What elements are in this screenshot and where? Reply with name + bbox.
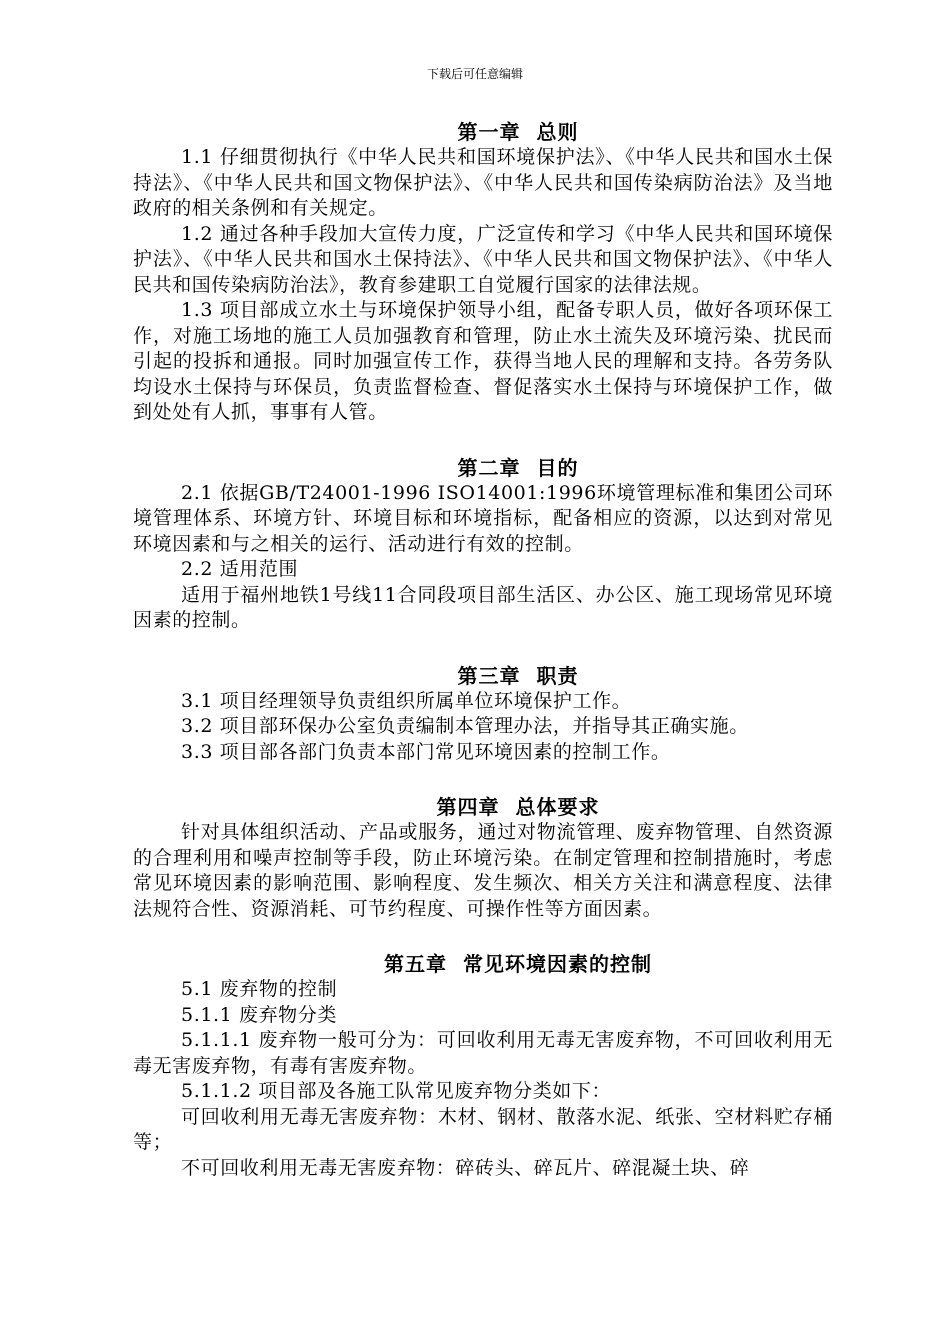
- paragraph: 5.1 废弃物的控制: [181, 978, 338, 1000]
- chapter-number: 第一章: [457, 120, 521, 144]
- chapter-number: 第五章: [384, 952, 447, 976]
- paragraph: 可回收利用无毒无害废弃物：木材、钢材、散落水泥、纸张、空材料贮存桶等；: [133, 1105, 833, 1153]
- chapter-heading: [133, 119, 833, 145]
- chapter-heading: [133, 663, 833, 689]
- paragraph: 不可回收利用无毒无害废弃物：碎砖头、碎瓦片、碎混凝土块、碎: [181, 1156, 750, 1179]
- chapter-heading: [133, 455, 833, 481]
- paragraph: 3.1 项目经理领导负责组织所属单位环境保护工作。: [181, 689, 632, 712]
- document-body: [133, 119, 833, 1181]
- header-note: 下载后可任意编辑: [426, 67, 523, 81]
- paragraph: 2.2 适用范围: [181, 558, 299, 580]
- paragraph: 3.2 项目部环保办公室负责编制本管理办法，并指导其正确实施。: [181, 715, 749, 737]
- chapter-heading: [133, 951, 833, 977]
- chapter-number: 第二章: [457, 455, 521, 480]
- paragraph: 针对具体组织活动、产品或服务，通过对物流管理、废弃物管理、自然资源的合理利用和噪声控制等手段，防止环境污染。在制定管理和控制措施时，考虑常见环境因素的影响范围、影响程度、发生频次、相关方关注和满意程度、法律法规符合性、资源消耗、可节约程度、可操作性等方面因素。: [133, 821, 833, 920]
- paragraph: 5.1.1 废弃物分类: [181, 1003, 337, 1026]
- paragraph: 1.2 通过各种手段加大宣传力度，广泛宣传和学习《中华人民共和国环境保护法》、《中华人民共和国水土保持法》、《中华人民共和国文物保护法》、《中华人民共和国传染病防治法》，教育参建职工自觉履行国家的法律法规。: [133, 222, 833, 296]
- paragraph: 适用于福州地铁1号线11合同段项目部生活区、办公区、施工现场常见环境因素的控制。: [133, 583, 833, 631]
- paragraph: 5.1.1.1 废弃物一般可分为：可回收利用无毒无害废弃物，不可回收利用无毒无害废弃物，有毒有害废弃物。: [133, 1029, 833, 1077]
- chapter-title: 总体要求: [515, 795, 600, 819]
- chapter-number: 第四章: [436, 795, 500, 819]
- paragraph: 1.1 仔细贯彻执行《中华人民共和国环境保护法》、《中华人民共和国水土保持法》、《中华人民共和国文物保护法》、《中华人民共和国传染病防治法》及当地政府的相关条例和有关规定。: [133, 146, 833, 219]
- chapter-title: 总则: [536, 120, 579, 144]
- paragraph: 1.3 项目部成立水土与环境保护领导小组，配备专职人员，做好各项环保工作，对施工场地的施工人员加强教育和管理，防止水土流失及环境污染、扰民而引起的投拆和通报。同时加强宣传工作，获得当地人民的理解和支持。各劳务队均设水土保持与环保员，负责监督检查、督促落实水土保持与环境保护工作，做到处处有人抓，事事有人管。: [133, 299, 833, 423]
- chapter-title: 常见环境因素的控制: [463, 952, 652, 976]
- paragraph: 2.1 依据GB/T24001-1996 ISO14001:1996环境管理标准和集团公司环境管理体系、环境方针、环境目标和环境指标，配备相应的资源，以达到对常见环境因素和与之相关的运行、活动进行有效的控制。: [133, 481, 833, 555]
- paragraph: 5.1.1.2 项目部及各施工队常见废弃物分类如下：: [181, 1080, 612, 1102]
- paragraph: 3.3 项目部各部门负责本部门常见环境因素的控制工作。: [181, 740, 671, 763]
- chapter-number: 第三章: [457, 663, 521, 688]
- chapter-heading: [133, 794, 833, 820]
- chapter-title: 目的: [536, 455, 579, 480]
- chapter-title: 职责: [536, 663, 579, 688]
